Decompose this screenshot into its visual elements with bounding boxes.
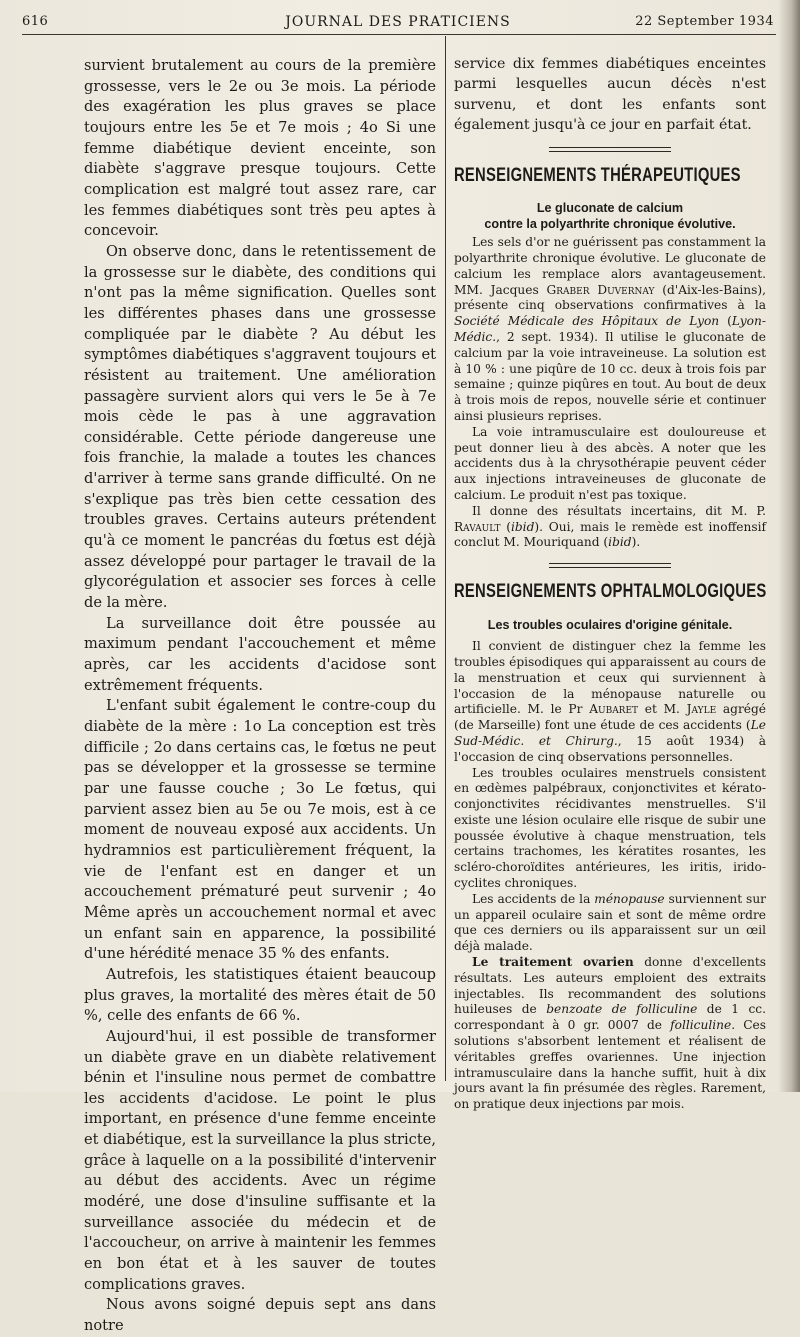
citation-ibid: ibid — [510, 519, 535, 534]
text-run: Les accidents de la — [472, 891, 595, 906]
therapeutic-paragraph-2: La voie intramusculaire est douloureuse et peut donner lieu à des abcès. A noter que les accidents dus à la chrysothérapie peuvent céder aux injections intraveineuses de gluconate de calcium. Le produit n'est pas toxique. — [454, 424, 766, 502]
issue-date: 22 September 1934 — [635, 14, 774, 29]
text-run: , 15 août 1934) à l'occasion de cinq observations personnelles. — [454, 733, 766, 764]
ophthalmo-paragraph-2: Les troubles oculaires menstruels consistent en œdèmes palpébraux, conjonctivites et kérato-conjonctivites récidivantes menstruelles. S'il existe une lésion oculaire elle risque de subir une poussée évolutive à chaque menstruation, tels certains trachomes, les kératites rosantes, les scléro-choroïdites antérieures, les iritis, irido-cyclites chroniques. — [454, 765, 766, 891]
left-paragraph-2: On observe donc, dans le retentissement de la grossesse sur le diabète, des conditions qui n'ont pas la même signification. Quelles sont les différentes phases dans une grossesse compliquée par le diabète ? Au début les symptômes diabétiques s'aggravent toujours et résistent au traitement. Une amélioration passagère survient alors qui vers le 5e à 7e mois cède le pas à une aggravation considérable. Cette période dangereuse une fois franchie, la malade a toutes les chances d'arriver à terme sans grande difficulté. On ne s'explique pas très bien cette cessation des troubles graves. Certains auteurs prétendent qu'à ce moment le pancréas du fœtus est déjà assez développé pour partager le travail de la glycorégulation et associer ses forces à celle de la mère. — [84, 242, 436, 612]
emphasis: folliculine — [670, 1018, 732, 1033]
text-run: donne d'excellents résultats. Les auteurs emploient des extraits injectables. Ils recommandent des solutions huileuses de — [454, 955, 766, 1017]
author-name: Ravault — [454, 519, 501, 534]
citation-society: Société Médicale des Hôpitaux de Lyon — [454, 314, 720, 329]
text-run: de 1 cc. correspondant à 0 gr. 0007 de — [454, 1002, 767, 1033]
ophthalmo-paragraph-3 — [454, 892, 766, 955]
article-title-gluconate — [454, 200, 766, 232]
left-paragraph-4: L'enfant subit également le contre-coup du diabète de la mère : 1o La conception est très difficile ; 2o dans certains cas, le fœtus ne peut pas se développer et la grossesse se termine par une fausse couche ; 3o Le fœtus, qui parvient assez bien au 5e ou 7e mois, est à ce moment de nouveau exposé aux accidents. Un hydramnios est particulièrement fréquent, la vie de l'enfant est en danger et un accouchement prématuré peut survenir ; 4o Même après un accouchement normal et avec un enfant sain en apparence, la possibilité d'une hérédité menace 35 % des enfants. — [84, 697, 436, 963]
text-run: ). Oui, mais le remède est inoffensif conclut M. Mouriquand ( — [454, 519, 766, 550]
journal-title: JOURNAL DES PRATICIENS — [285, 14, 511, 30]
therapeutic-paragraph-1 — [454, 235, 766, 425]
article-title-ocular: Les troubles oculaires d'origine génitale. — [487, 618, 733, 633]
column-divider — [445, 36, 446, 1081]
author-name: Graber Duvernay — [546, 282, 655, 297]
emphasis: ménopause — [594, 891, 665, 906]
left-paragraph-5: Autrefois, les statistiques étaient beaucoup plus graves, la mortalité des mères était de 50 %, celle des enfants de 66 %. — [84, 965, 436, 1025]
text-run: ( — [500, 519, 511, 534]
text-run: ). — [631, 535, 641, 550]
text-run: et M. — [638, 702, 687, 717]
text-run: agrégé (de Marseille) font une étude de ces accidents ( — [454, 702, 767, 733]
citation-journal: Lyon-Médic. — [454, 314, 766, 344]
author-name: Aubaret — [589, 702, 639, 717]
citation-ibid: ibid — [608, 535, 632, 550]
left-paragraph-1: survient brutalement au cours de la première grossesse, vers le 2e ou 3e mois. La période des exagération les plus graves se place toujours entre les 5e et 7e mois ; 4o Si une femme diabétique devient enceinte, son diabète s'aggrave presque toujours. Cette complication est malgré tout assez rare, car les femmes diabétiques sont très peu aptes à concevoir. — [84, 57, 436, 240]
therapeutic-paragraph-3 — [454, 504, 766, 551]
section-separator — [549, 563, 671, 568]
text-run: (d'Aix-les-Bains), présente cinq observations confirmatives à la — [454, 282, 767, 313]
text-run: ( — [719, 314, 732, 329]
ophthalmo-paragraph-4 — [454, 955, 766, 1113]
ophthalmo-paragraph-1 — [454, 639, 766, 765]
text-run: surviennent sur un appareil oculaire sain et sont de même ordre que ces derniers ou ils apparaissent sur un œil déjà malade. — [454, 891, 766, 954]
author-name: Jayle — [686, 702, 717, 717]
right-column — [454, 54, 766, 1113]
citation-journal: Le Sud-Médic. et Chirurg. — [454, 718, 766, 748]
left-paragraph-6: Aujourd'hui, il est possible de transformer un diabète grave en un diabète relativement bénin et l'insuline nous permet de combattre les accidents d'acidose. Le point le plus important, en présence d'une femme enceinte et diabétique, est la surveillance la plus stricte, grâce à laquelle on a la possibilité d'intervenir au début des accidents. Avec un régime modéré, une dose d'insuline suffisante et la surveillance associée du médecin et de l'accoucheur, on arrive à maintenir les femmes en bon état et à les sauver de toutes complications graves. — [84, 1027, 436, 1293]
text-run: Il donne des résultats incertains, dit M. P. — [472, 503, 766, 518]
section-heading-ophthalmologic: RENSEIGNEMENTS OPHTALMOLOGIQUES — [454, 581, 767, 603]
left-column — [84, 56, 436, 1337]
section-separator — [549, 147, 671, 152]
left-paragraph-3: La surveillance doit être poussée au maximum pendant l'accouchement et même après, car les accidents d'acidose sont extrêmement fréquents. — [84, 614, 436, 694]
running-header — [22, 14, 774, 36]
page-number: 616 — [22, 14, 49, 29]
article-title-line-2: contre la polyarthrite chronique évolutive. — [484, 217, 736, 232]
text-run: . Ces solutions s'absorbent lentement et réalisent de véritables greffes ovariennes. Une injection intramusculaire dans la hanche suffit, huit à dix jours avant la fin présumée des règles. Rarement, on pratique deux injections par mois. — [454, 1018, 766, 1112]
header-rule — [22, 34, 776, 35]
text-run: Les sels d'or ne guérissent pas constamment la polyarthrite chronique évolutive. Le gluconate de calcium les remplace alors avantageusement. MM. Jacques — [454, 235, 766, 297]
text-run: , 2 sept. 1934). Il utilise le gluconate de calcium par la voie intraveineuse. La solution est à 10 % : une piqûre de 10 cc. deux à trois fois par semaine ; quinze piqûres en tout. Au bout de deux à trois mois de repos, nouvelle série et continuer ainsi plusieurs reprises. — [454, 329, 766, 423]
section-heading-therapeutic: RENSEIGNEMENTS THÉRAPEUTIQUES — [454, 165, 741, 187]
left-paragraph-7: Nous avons soigné depuis sept ans dans notre — [84, 1296, 436, 1335]
emphasis: benzoate de folliculine — [546, 1002, 698, 1017]
binding-shadow — [778, 0, 800, 1092]
text-run: Il convient de distinguer chez la femme les troubles épisodiques qui apparaissent au cours de la menstruation et ceux qui surviennent à l'occasion de la ménopause naturelle ou artificielle. M. le Pr — [454, 639, 766, 717]
emphasis-bold: Le traitement ovarien — [472, 955, 634, 970]
right-continuation: service dix femmes diabétiques enceintes parmi lesquelles aucun décès n'est survenu, et dont les enfants sont également jusqu'à ce jour en parfait état. — [454, 56, 766, 133]
article-title-line-1: Le gluconate de calcium — [536, 201, 684, 216]
